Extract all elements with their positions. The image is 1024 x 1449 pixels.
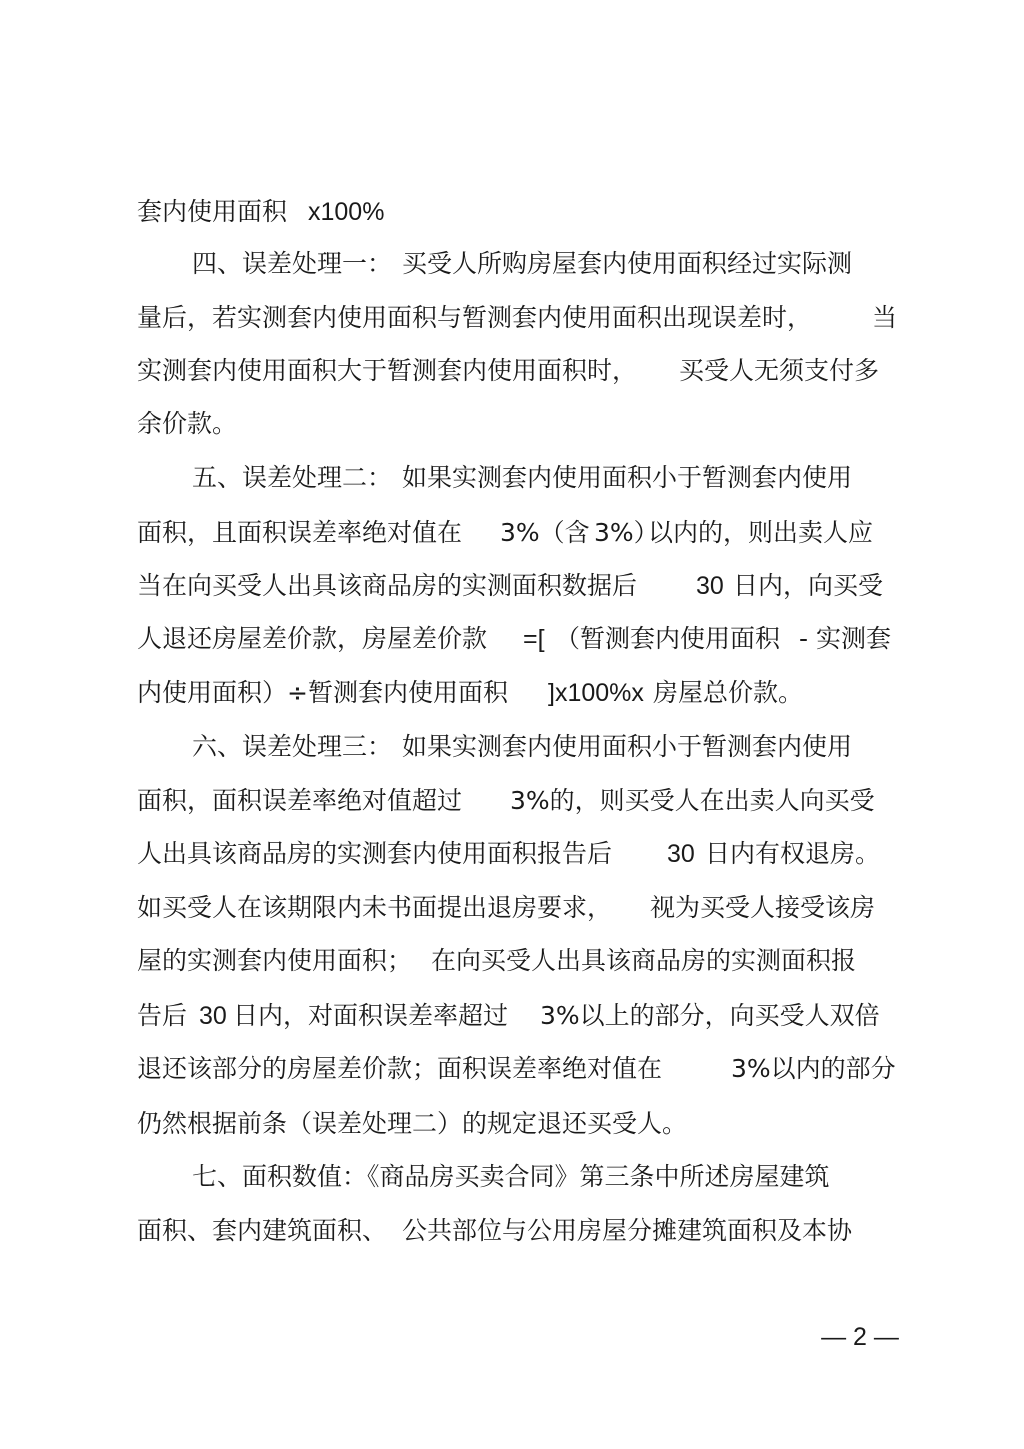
text-segment: 在向买受人出具该商品房的实测面积报 [431, 946, 857, 975]
text-segment: 以内的，则出卖人应 [648, 518, 874, 547]
text-line [0, 566, 1024, 606]
page-number: — 2 — [821, 1323, 899, 1351]
text-line [0, 1157, 1024, 1197]
text-segment: 3%） [594, 518, 659, 547]
text-segment: 公共部位与公用房屋分摊建筑面积及本协 [402, 1216, 853, 1245]
text-segment: 日内有权退房。 [705, 839, 881, 868]
text-segment: 30 [696, 572, 724, 600]
text-segment: 3%以内的部分 [731, 1054, 896, 1083]
text-line [0, 1104, 1024, 1144]
text-line [0, 458, 1024, 498]
text-segment: 如买受人在该期限内未书面提出退房要求， [137, 893, 613, 922]
text-segment: 3%（含 [500, 518, 590, 547]
text-line [0, 1049, 1024, 1089]
text-segment: 退还该部分的房屋差价款；面积误差率绝对值在 [137, 1054, 663, 1083]
text-segment: 人出具该商品房的实测套内使用面积报告后 [137, 839, 613, 868]
text-line [0, 619, 1024, 659]
text-line [0, 727, 1024, 767]
text-segment: 30 [667, 840, 695, 868]
text-line [0, 298, 1024, 338]
text-segment: 四、误差处理一： [192, 249, 393, 278]
text-segment: 日内，向买受 [733, 571, 884, 600]
text-segment: =[ [523, 625, 545, 653]
text-segment: 人退还房屋差价款，房屋差价款 [137, 624, 488, 653]
text-segment: 3%以上的部分，向买受人双倍 [540, 1001, 880, 1030]
text-segment: 当在向买受人出具该商品房的实测面积数据后 [137, 571, 638, 600]
text-segment: 如果实测套内使用面积小于暂测套内使用 [402, 732, 853, 761]
text-segment: 五、误差处理二： [192, 463, 393, 492]
text-segment: 套内使用面积 [137, 197, 288, 226]
text-line [0, 673, 1024, 713]
text-line [0, 513, 1024, 553]
text-line [0, 192, 1024, 232]
text-segment: 量后，若实测套内使用面积与暂测套内使用面积出现误差时， [137, 303, 813, 332]
text-segment: （暂测套内使用面积 [555, 624, 781, 653]
text-segment: x100% [308, 198, 385, 226]
text-line [0, 834, 1024, 874]
text-segment: 如果实测套内使用面积小于暂测套内使用 [402, 463, 853, 492]
text-segment: 面积，且面积误差率绝对值在 [137, 518, 463, 547]
text-line [0, 404, 1024, 444]
text-segment: 当 [872, 303, 898, 332]
text-line [0, 1211, 1024, 1251]
text-line [0, 941, 1024, 981]
text-segment: - 实测套 [799, 624, 891, 653]
text-segment: 30 [199, 1002, 227, 1030]
text-line [0, 781, 1024, 821]
text-line [0, 351, 1024, 391]
text-segment: 买受人所购房屋套内使用面积经过实际测 [402, 249, 853, 278]
text-segment: ]x100%x [548, 679, 644, 707]
text-segment: 六、误差处理三： [192, 732, 393, 761]
text-segment: 屋的实测套内使用面积； [137, 946, 413, 975]
text-segment: 实测套内使用面积大于暂测套内使用面积时， [137, 356, 638, 385]
text-line [0, 996, 1024, 1036]
text-segment: 3%的，则买受人在出卖人向买受 [510, 786, 875, 815]
text-segment: 面积、套内建筑面积、 [137, 1216, 388, 1245]
text-segment: 内使用面积）÷暂测套内使用面积 [137, 678, 508, 707]
text-segment: 七、面积数值：《商品房买卖合同》第三条中所述房屋建筑 [192, 1162, 830, 1191]
text-segment: 日内，对面积误差率超过 [233, 1001, 509, 1030]
text-segment: 余价款。 [137, 409, 238, 438]
text-line [0, 244, 1024, 284]
text-segment: 房屋总价款。 [653, 678, 804, 707]
text-segment: 告后 [137, 1001, 188, 1030]
text-segment: 仍然根据前条（误差处理二）的规定退还买受人。 [137, 1109, 688, 1138]
text-segment: 买受人无须支付多 [679, 356, 880, 385]
text-segment: 视为买受人接受该房 [650, 893, 876, 922]
text-segment: 面积，面积误差率绝对值超过 [137, 786, 463, 815]
text-line [0, 888, 1024, 928]
